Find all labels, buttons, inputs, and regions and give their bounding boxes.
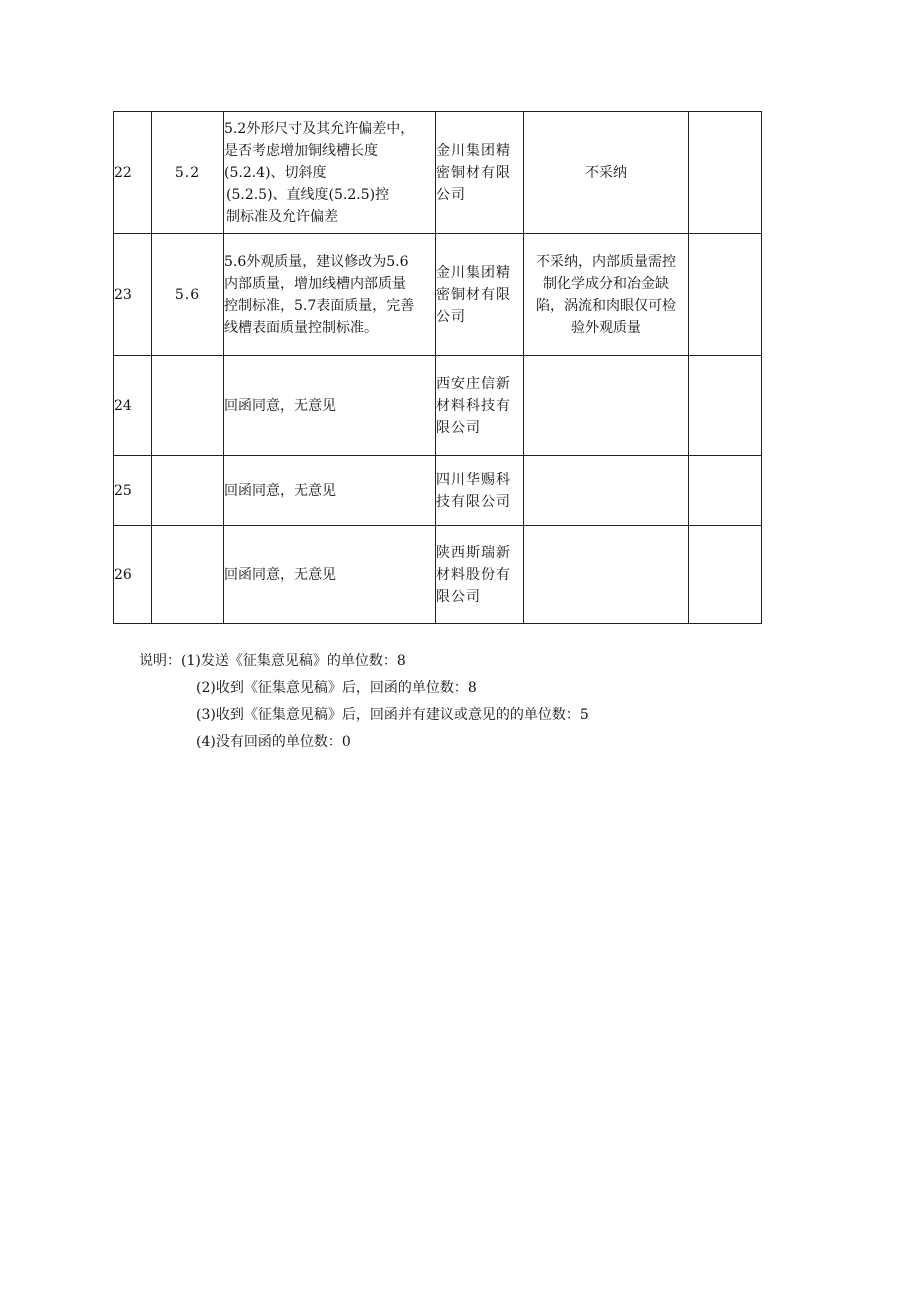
clause-number	[152, 526, 224, 624]
row-number: 24	[114, 356, 152, 456]
unit-cell	[436, 356, 524, 456]
unit-line: 陕西斯瑞新	[436, 544, 511, 561]
reply-cell	[524, 526, 689, 624]
remark-cell	[689, 526, 762, 624]
reply-cell	[524, 112, 689, 234]
suggestion-line: 控制标准，5.7表面质量，完善	[224, 297, 415, 314]
clause-number: 5.2	[152, 112, 224, 234]
reply-line: 不采纳	[585, 164, 627, 181]
unit-line: 公司	[436, 186, 466, 203]
table-row	[114, 234, 762, 356]
suggestion-line: 回函同意，无意见	[224, 397, 336, 414]
suggestion-line: 5.6外观质量，建议修改为5.6	[224, 253, 409, 270]
table-row	[114, 526, 762, 624]
unit-line: 密铜材有限	[436, 286, 511, 303]
unit-line: 材料股份有	[436, 566, 511, 583]
remark-cell	[689, 356, 762, 456]
suggestion-cell	[224, 526, 436, 624]
suggestion-line: 回函同意，无意见	[224, 566, 336, 583]
unit-line: 技有限公司	[436, 493, 511, 510]
table-row	[114, 456, 762, 526]
suggestion-line: 5.2外形尺寸及其允许偏差中，	[224, 120, 415, 137]
table-row	[114, 112, 762, 234]
suggestion-line: 内部质量，增加线槽内部质量	[224, 275, 406, 292]
suggestion-line: 制标准及允许偏差	[226, 208, 338, 225]
row-number: 26	[114, 526, 152, 624]
note-item: (4)没有回函的单位数：0	[196, 734, 351, 750]
note-text: (1)发送《征集意见稿》的单位数：8	[181, 653, 406, 669]
row-number: 22	[114, 112, 152, 234]
notes-label: 说明：	[139, 653, 181, 669]
reply-line: 验外观质量	[571, 319, 641, 336]
unit-line: 西安庄信新	[436, 375, 511, 392]
reply-cell	[524, 234, 689, 356]
reply-cell	[524, 356, 689, 456]
unit-cell	[436, 112, 524, 234]
unit-line: 限公司	[436, 419, 481, 436]
notes-section	[139, 648, 589, 756]
reply-cell	[524, 456, 689, 526]
row-number: 23	[114, 234, 152, 356]
reply-line: 陷，涡流和肉眼仅可检	[536, 297, 676, 314]
note-item	[139, 648, 589, 675]
remark-cell	[689, 456, 762, 526]
row-number: 25	[114, 456, 152, 526]
clause-number	[152, 356, 224, 456]
suggestion-cell	[224, 356, 436, 456]
clause-number: 5.6	[152, 234, 224, 356]
unit-cell	[436, 456, 524, 526]
unit-line: 公司	[436, 308, 466, 325]
remark-cell	[689, 234, 762, 356]
unit-line: 金川集团精	[436, 264, 511, 281]
suggestion-cell	[224, 456, 436, 526]
suggestion-line: (5.2.4)、切斜度	[224, 164, 327, 181]
note-item: (3)收到《征集意见稿》后，回函并有建议或意见的的单位数：5	[196, 707, 589, 723]
suggestion-line: 是否考虑增加铜线槽长度	[224, 142, 378, 159]
note-item: (2)收到《征集意见稿》后，回函的单位数：8	[196, 680, 477, 696]
unit-line: 材料科技有	[436, 397, 511, 414]
table-row	[114, 356, 762, 456]
suggestion-line: (5.2.5)、直线度(5.2.5)控	[226, 186, 390, 203]
unit-line: 四川华赐科	[436, 471, 511, 488]
unit-cell	[436, 234, 524, 356]
suggestion-line: 回函同意，无意见	[224, 482, 336, 499]
remark-cell	[689, 112, 762, 234]
unit-line: 金川集团精	[436, 142, 511, 159]
unit-line: 限公司	[436, 588, 481, 605]
reply-line: 不采纳，内部质量需控	[536, 253, 676, 270]
reply-line: 制化学成分和冶金缺	[543, 275, 669, 292]
unit-line: 密铜材有限	[436, 164, 511, 181]
suggestion-cell	[224, 234, 436, 356]
suggestion-line: 线槽表面质量控制标准。	[224, 319, 378, 336]
unit-cell	[436, 526, 524, 624]
feedback-table	[113, 111, 762, 624]
suggestion-cell	[224, 112, 436, 234]
clause-number	[152, 456, 224, 526]
